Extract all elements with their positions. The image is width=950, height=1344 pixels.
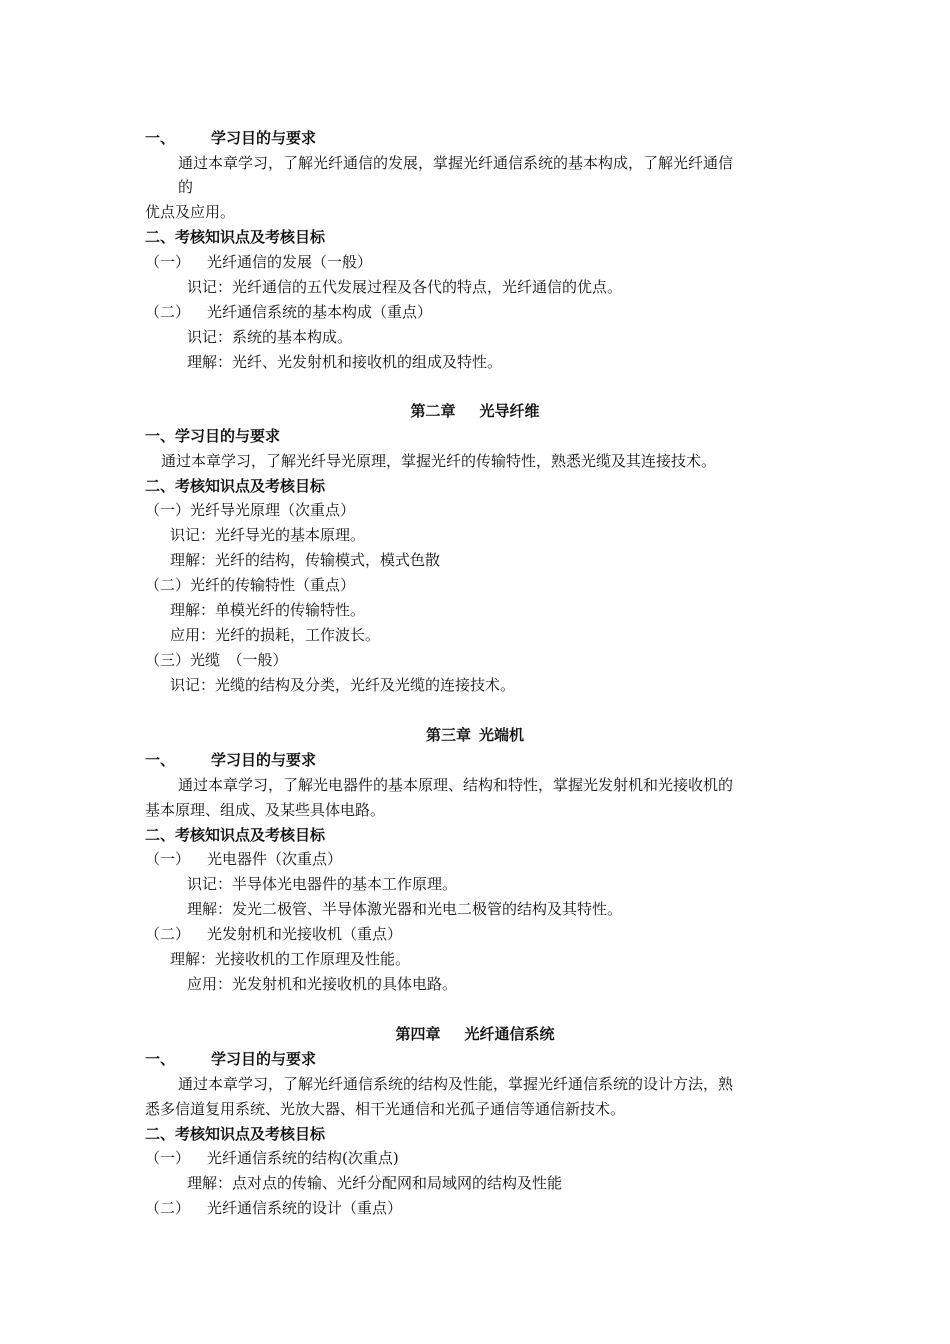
objective-line: 识记：半导体光电器件的基本工作原理。 bbox=[187, 875, 458, 893]
topic-heading bbox=[145, 252, 372, 272]
objective-line: 理解：光纤、光发射机和接收机的组成及特性。 bbox=[187, 353, 503, 371]
topic-title: 光纤通信系统的基本构成（重点） bbox=[207, 303, 433, 321]
topic-title: 光电器件（次重点） bbox=[207, 850, 343, 868]
section-number: 一、 bbox=[145, 129, 176, 147]
objective-line: 识记：系统的基本构成。 bbox=[187, 328, 353, 346]
topic-number: （一） bbox=[145, 253, 191, 271]
objective-line: 识记：光缆的结构及分类，光纤及光缆的连接技术。 bbox=[170, 676, 516, 694]
topic-heading bbox=[145, 1198, 402, 1218]
topic-title: 光纤通信系统的结构(次重点) bbox=[207, 1149, 399, 1167]
objective-line: 理解：点对点的传输、光纤分配网和局域网的结构及性能 bbox=[187, 1174, 563, 1192]
chapter-number: 第三章 bbox=[425, 726, 471, 744]
topic-title: 光发射机和光接收机（重点） bbox=[207, 925, 403, 943]
section-number: 一、 bbox=[145, 751, 176, 769]
topic-heading bbox=[145, 302, 432, 322]
paragraph-line: 通过本章学习，了解光电器件的基本原理、结构和特性，掌握光发射机和光接收机的 bbox=[178, 776, 734, 794]
topic-heading: （二）光纤的传输特性（重点） bbox=[145, 576, 356, 594]
paragraph-line: 基本原理、组成、及某些具体电路。 bbox=[145, 801, 386, 819]
topic-heading bbox=[145, 924, 402, 944]
topic-number: （一） bbox=[145, 1149, 191, 1167]
topic-number: （二） bbox=[145, 303, 191, 321]
section-title: 学习目的与要求 bbox=[211, 751, 317, 769]
topic-number: （二） bbox=[145, 925, 191, 943]
topic-title: 光纤通信的发展（一般） bbox=[207, 253, 373, 271]
section-title: 学习目的与要求 bbox=[211, 129, 317, 147]
section-heading-assessment: 二、考核知识点及考核目标 bbox=[145, 228, 326, 246]
objective-line: 理解：光接收机的工作原理及性能。 bbox=[170, 950, 411, 968]
objective-line: 理解：单模光纤的传输特性。 bbox=[170, 601, 366, 619]
chapter-number: 第二章 bbox=[410, 402, 456, 420]
topic-heading: （一）光纤导光原理（次重点） bbox=[145, 501, 356, 519]
objective-line: 识记：光纤导光的基本原理。 bbox=[170, 526, 366, 544]
objective-line: 理解：发光二极管、半导体激光器和光电二极管的结构及其特性。 bbox=[187, 900, 623, 918]
section-heading-objectives bbox=[145, 750, 316, 770]
section-heading-objectives: 一、学习目的与要求 bbox=[145, 427, 281, 445]
objective-line: 理解：光纤的结构，传输模式，模式色散 bbox=[170, 551, 441, 569]
objective-line: 识记：光纤通信的五代发展过程及各代的特点，光纤通信的优点。 bbox=[187, 278, 623, 296]
topic-heading bbox=[145, 1148, 399, 1168]
objective-line: 应用：光发射机和光接收机的具体电路。 bbox=[187, 975, 458, 993]
paragraph-line: 通过本章学习，了解光纤导光原理，掌握光纤的传输特性，熟悉光缆及其连接技术。 bbox=[161, 452, 717, 470]
topic-number: （二） bbox=[145, 1199, 191, 1217]
chapter-title: 光端机 bbox=[479, 726, 525, 744]
paragraph-line: 悉多信道复用系统、光放大器、相干光通信和光孤子通信等通信新技术。 bbox=[145, 1100, 626, 1118]
topic-heading: （三）光缆 （一般） bbox=[145, 651, 288, 669]
chapter-title: 光纤通信系统 bbox=[464, 1025, 555, 1043]
chapter-heading bbox=[0, 401, 950, 421]
topic-number: （一） bbox=[145, 850, 191, 868]
paragraph-line: 的 bbox=[178, 178, 194, 196]
chapter-heading bbox=[0, 1024, 950, 1044]
section-number: 一、 bbox=[145, 1050, 176, 1068]
topic-heading bbox=[145, 849, 342, 869]
paragraph-line: 优点及应用。 bbox=[145, 203, 236, 221]
section-title: 学习目的与要求 bbox=[211, 1050, 317, 1068]
section-heading-objectives bbox=[145, 128, 316, 148]
chapter-title: 光导纤维 bbox=[479, 402, 540, 420]
paragraph-line: 通过本章学习，了解光纤通信系统的结构及性能，掌握光纤通信系统的设计方法，熟 bbox=[178, 1075, 734, 1093]
section-heading-assessment: 二、考核知识点及考核目标 bbox=[145, 826, 326, 844]
paragraph-line: 通过本章学习，了解光纤通信的发展，掌握光纤通信系统的基本构成，了解光纤通信 bbox=[178, 154, 734, 172]
chapter-heading bbox=[0, 725, 950, 745]
section-heading-assessment: 二、考核知识点及考核目标 bbox=[145, 477, 326, 495]
objective-line: 应用：光纤的损耗，工作波长。 bbox=[170, 626, 381, 644]
chapter-number: 第四章 bbox=[395, 1025, 441, 1043]
topic-title: 光纤通信系统的设计（重点） bbox=[207, 1199, 403, 1217]
section-heading-assessment: 二、考核知识点及考核目标 bbox=[145, 1125, 326, 1143]
section-heading-objectives bbox=[145, 1049, 316, 1069]
